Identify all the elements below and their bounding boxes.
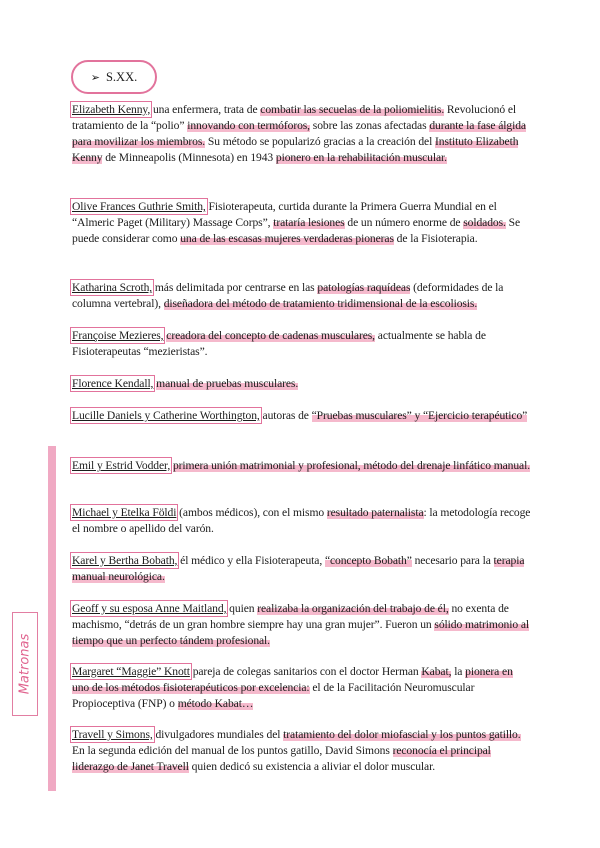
highlight: diseñadora del método de tratamiento tridimensional de la escoliosis. (163, 297, 478, 310)
highlight: creadora del concepto de cadenas musculares, (166, 329, 375, 342)
highlight: terapia manual neurológica. (72, 554, 525, 583)
entry-text: Se puede considerar como (72, 216, 521, 245)
highlight: combatir las secuelas de la poliomielitis. (260, 103, 445, 116)
highlight: sólido matrimonio al tiempo que un perfecto tándem profesional. (72, 618, 530, 647)
entry-text: de Minneapolis (Minnesota) en 1943 (102, 151, 276, 164)
entry-foldi (72, 505, 532, 537)
entry-text: quien (226, 602, 258, 615)
entry-text: sobre las zonas afectadas (310, 119, 430, 132)
highlight: patologías raquídeas (317, 281, 411, 294)
highlight: resultado paternalista (326, 506, 424, 519)
sidebar-label-box (12, 612, 38, 716)
entry-daniels-worthington (72, 408, 532, 424)
entry-name: Florence Kendall, (72, 377, 154, 390)
entry-name: Margaret “Maggie” Knott (72, 665, 190, 678)
highlight: pionera en uno de los métodos fisioterapéuticos por excelencia: (72, 665, 513, 694)
entry-name: Olive Frances Guthrie Smith, (72, 200, 206, 213)
entry-name: Michael y Etelka Földi (72, 506, 177, 519)
highlight: reconocía el principal liderazgo de Janet Travell (72, 744, 491, 773)
highlight: Instituto Elizabeth Kenny (72, 135, 519, 164)
entry-name: Lucille Daniels y Catherine Worthington, (72, 409, 260, 422)
highlight: “Pruebas musculares” y “Ejercicio terapéutico” (311, 409, 528, 422)
entry-name: Karel y Bertha Bobath, (72, 554, 178, 567)
entry-text: divulgadores mundiales del (152, 728, 284, 741)
entry-name: Geoff y su esposa Anne Maitland, (72, 602, 227, 615)
arrow-icon: ➢ (90, 71, 100, 84)
entry-text: (ambos médicos), con el mismo (176, 506, 327, 519)
highlight: primera unión matrimonial y profesional, método del drenaje linfático manual. (172, 459, 531, 472)
entry-text: de la Fisioterapia. (393, 232, 478, 245)
entry-text: pareja de colegas sanitarios con el doctor Herman (189, 665, 422, 678)
entry-text: él médico y ella Fisioterapeuta, (177, 554, 325, 567)
section-title: S.XX. (105, 69, 138, 84)
entry-text: la (451, 665, 466, 678)
entry-name: Katharina Scroth, (72, 281, 153, 294)
entry-maitland (72, 601, 532, 649)
highlight: manual de pruebas musculares. (156, 377, 299, 390)
highlight: Kabat, (421, 665, 452, 678)
entry-text: Fisioterapeuta, curtida durante la Primera Guerra Mundial en el “Almeric Paget (Military) Massage Corps”, (72, 200, 497, 229)
sidebar-accent-bar (48, 446, 56, 791)
entry-text: no exenta de machismo, “detrás de un gran hombre siempre hay una gran mujer”. Fueron un (72, 602, 509, 631)
sidebar-label: Matronas (17, 633, 33, 695)
entry-name: Emil y Estrid Vodder, (72, 459, 171, 472)
entry-kenny (72, 102, 532, 166)
entry-kendall (72, 376, 532, 392)
entry-text: el de la Facilitación Neuromuscular Propioceptiva (FNP) o (72, 681, 475, 710)
entry-text: En la segunda edición del manual de los puntos gatillo, David Simons (72, 744, 393, 757)
entry-scroth (72, 280, 532, 312)
highlight: trataría lesiones (273, 216, 345, 229)
entry-text: autoras de (259, 409, 312, 422)
entry-name: Travell y Simons, (72, 728, 153, 741)
highlight: durante la fase álgida para movilizar los miembros. (72, 119, 526, 148)
highlight: método Kabat… (177, 697, 254, 710)
entry-knott (72, 664, 532, 712)
entry-bobath (72, 553, 532, 585)
entry-vodder (72, 458, 532, 474)
entry-text: Su método se popularizó gracias a la creación del (205, 135, 435, 148)
entry-text: actualmente se habla de Fisioterapeutas “mezieristas”. (72, 329, 486, 358)
entry-name: Françoise Mezieres, (72, 329, 164, 342)
entry-guthrie-smith (72, 199, 532, 247)
entry-mezieres (72, 328, 532, 360)
entry-text: de un número enorme de (344, 216, 464, 229)
highlight: soldados. (463, 216, 506, 229)
highlight: tratamiento del dolor miofascial y los puntos gatillo. (283, 728, 521, 741)
entry-text: una enfermera, trata de (150, 103, 261, 116)
highlight: “concepto Bobath” (324, 554, 412, 567)
entry-text: : la metodología recoge el nombre o apellido del varón. (72, 506, 531, 535)
entry-text: quien dedicó su existencia a aliviar el dolor muscular. (188, 760, 436, 773)
highlight: realizaba la organización del trabajo de él, (257, 602, 449, 615)
highlight: pionero en la rehabilitación muscular. (275, 151, 447, 164)
highlight: una de las escasas mujeres verdaderas pioneras (180, 232, 394, 245)
entry-name: Elizabeth Kenny, (72, 103, 151, 116)
entry-text: Revolucionó el tratamiento de la “polio” (72, 103, 517, 132)
entry-travell-simons (72, 727, 532, 775)
entry-text: necesario para la (411, 554, 494, 567)
entry-text: más delimitada por centrarse en las (152, 281, 318, 294)
entry-text: (deformidades de la columna vertebral), (72, 281, 504, 310)
highlight: innovando con termóforos, (187, 119, 310, 132)
section-header-badge (71, 60, 157, 94)
